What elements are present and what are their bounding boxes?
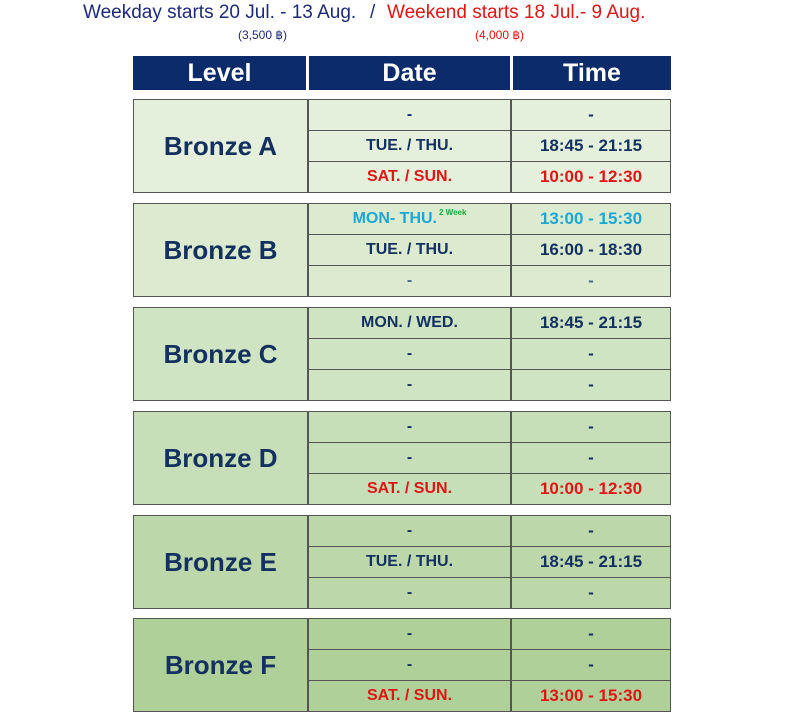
time-cell: - — [511, 515, 671, 547]
time-cell: - — [511, 369, 671, 401]
weekend-dates: Weekend starts 18 Jul.- 9 Aug. — [387, 2, 646, 23]
date-cell — [308, 338, 511, 370]
column-header-time: Time — [513, 56, 671, 90]
level-name: Bronze A — [133, 99, 308, 193]
time-cell: 18:45 - 21:15 — [511, 130, 671, 162]
date-text: - — [406, 656, 413, 673]
weekend-price: (4,000 ฿) — [475, 28, 524, 42]
schedule-block — [133, 618, 671, 712]
time-cell: - — [511, 649, 671, 681]
date-cell — [308, 369, 511, 401]
time-cell: - — [511, 265, 671, 297]
date-text: TUE. / THU. — [365, 137, 454, 154]
date-cell — [308, 161, 511, 193]
level-name: Bronze F — [133, 618, 308, 712]
time-cell: - — [511, 411, 671, 443]
level-name: Bronze C — [133, 307, 308, 401]
time-cell: 10:00 - 12:30 — [511, 473, 671, 505]
time-cell: - — [511, 618, 671, 650]
date-text: SAT. / SUN. — [366, 480, 453, 497]
date-text: - — [406, 625, 413, 642]
date-cell — [308, 99, 511, 131]
date-cell — [308, 442, 511, 474]
date-cell — [308, 234, 511, 266]
time-cell: 13:00 - 15:30 — [511, 203, 671, 235]
schedule-block — [133, 307, 671, 401]
date-text: - — [406, 418, 413, 435]
date-cell — [308, 546, 511, 578]
date-cell — [308, 649, 511, 681]
date-text: SAT. / SUN. — [366, 168, 453, 185]
date-cell — [308, 680, 511, 712]
date-text: SAT. / SUN. — [366, 687, 453, 704]
date-cell — [308, 577, 511, 609]
weekday-dates: Weekday starts 20 Jul. - 13 Aug. — [83, 2, 357, 23]
level-name: Bronze E — [133, 515, 308, 609]
level-name: Bronze D — [133, 411, 308, 505]
column-header-level: Level — [133, 56, 306, 90]
date-text: - — [406, 522, 413, 539]
time-cell: 13:00 - 15:30 — [511, 680, 671, 712]
time-cell: 10:00 - 12:30 — [511, 161, 671, 193]
date-text: - — [406, 106, 413, 123]
date-text: - — [406, 449, 413, 466]
schedule-block — [133, 99, 671, 193]
date-text: TUE. / THU. — [365, 241, 454, 258]
time-cell: 18:45 - 21:15 — [511, 307, 671, 339]
date-cell — [308, 515, 511, 547]
date-cell — [308, 130, 511, 162]
date-text: - — [406, 584, 413, 601]
date-text: TUE. / THU. — [365, 553, 454, 570]
date-cell — [308, 307, 511, 339]
date-text: - — [406, 345, 413, 362]
date-text: - — [406, 376, 413, 393]
schedule-block — [133, 515, 671, 609]
weekday-price: (3,500 ฿) — [238, 28, 287, 42]
schedule-block — [133, 411, 671, 505]
time-cell: - — [511, 442, 671, 474]
date-cell — [308, 473, 511, 505]
date-cell — [308, 411, 511, 443]
schedule-block — [133, 203, 671, 297]
date-cell — [308, 203, 511, 235]
date-cell — [308, 618, 511, 650]
duration-note: 2 Week — [439, 207, 467, 217]
level-name: Bronze B — [133, 203, 308, 297]
date-text: MON. / WED. — [361, 314, 458, 331]
dates-separator: / — [370, 2, 376, 23]
column-header-date: Date — [309, 56, 510, 90]
date-cell — [308, 265, 511, 297]
time-cell: 16:00 - 18:30 — [511, 234, 671, 266]
date-text: MON- THU. — [352, 210, 437, 227]
time-cell: 18:45 - 21:15 — [511, 546, 671, 578]
time-cell: - — [511, 577, 671, 609]
date-text: - — [406, 272, 413, 289]
time-cell: - — [511, 99, 671, 131]
time-cell: - — [511, 338, 671, 370]
